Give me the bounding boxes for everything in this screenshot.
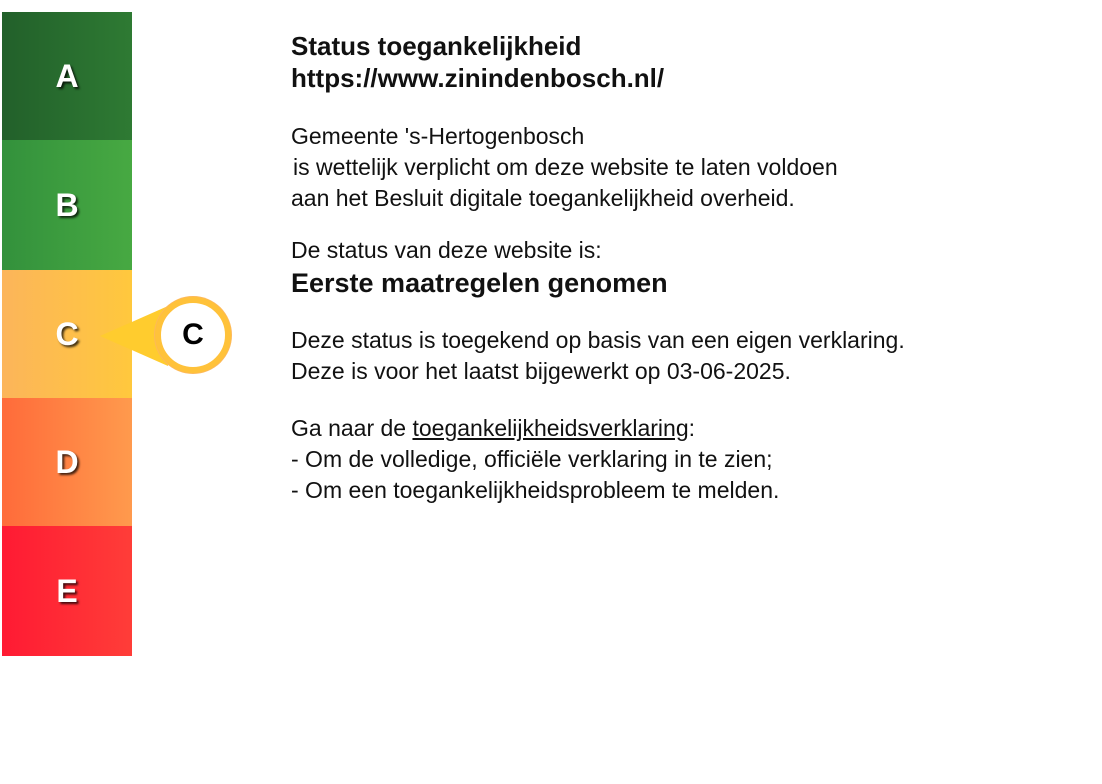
links-item: - Om een toegankelijkheidsprobleem te melden. — [291, 477, 780, 503]
level-b: B — [2, 140, 132, 270]
intro-line: aan het Besluit digitale toegankelijkheid overheid. — [291, 185, 795, 211]
page-title — [291, 30, 664, 94]
level-d: D — [2, 398, 132, 526]
basis-text — [291, 325, 905, 387]
intro-line: Gemeente 's-Hertogenbosch — [291, 123, 585, 149]
status-section — [291, 235, 668, 300]
status-label: De status van deze website is: — [291, 237, 602, 263]
links-section — [291, 413, 779, 506]
links-item: - Om de volledige, officiële verklaring in te zien; — [291, 446, 773, 472]
title-url: https://www.zinindenbosch.nl/ — [291, 63, 665, 93]
intro-line: is wettelijk verplicht om deze website te laten voldoen — [293, 154, 838, 180]
level-a: A — [2, 12, 132, 140]
title-text: Status toegankelijkheid — [291, 31, 582, 61]
links-prefix: Ga naar de — [291, 415, 413, 441]
basis-line: Deze is voor het laatst bijgewerkt op 03-06-2025. — [291, 358, 791, 384]
links-suffix: : — [688, 415, 696, 441]
basis-line: Deze status is toegekend op basis van een eigen verklaring. — [291, 327, 905, 353]
level-e: E — [2, 526, 132, 656]
current-level-badge: C — [155, 297, 231, 373]
statement-link[interactable]: toegankelijkheidsverklaring — [412, 415, 689, 441]
intro-text — [291, 121, 838, 214]
status-value: Eerste maatregelen genomen — [291, 268, 668, 298]
level-c: C — [2, 270, 132, 398]
